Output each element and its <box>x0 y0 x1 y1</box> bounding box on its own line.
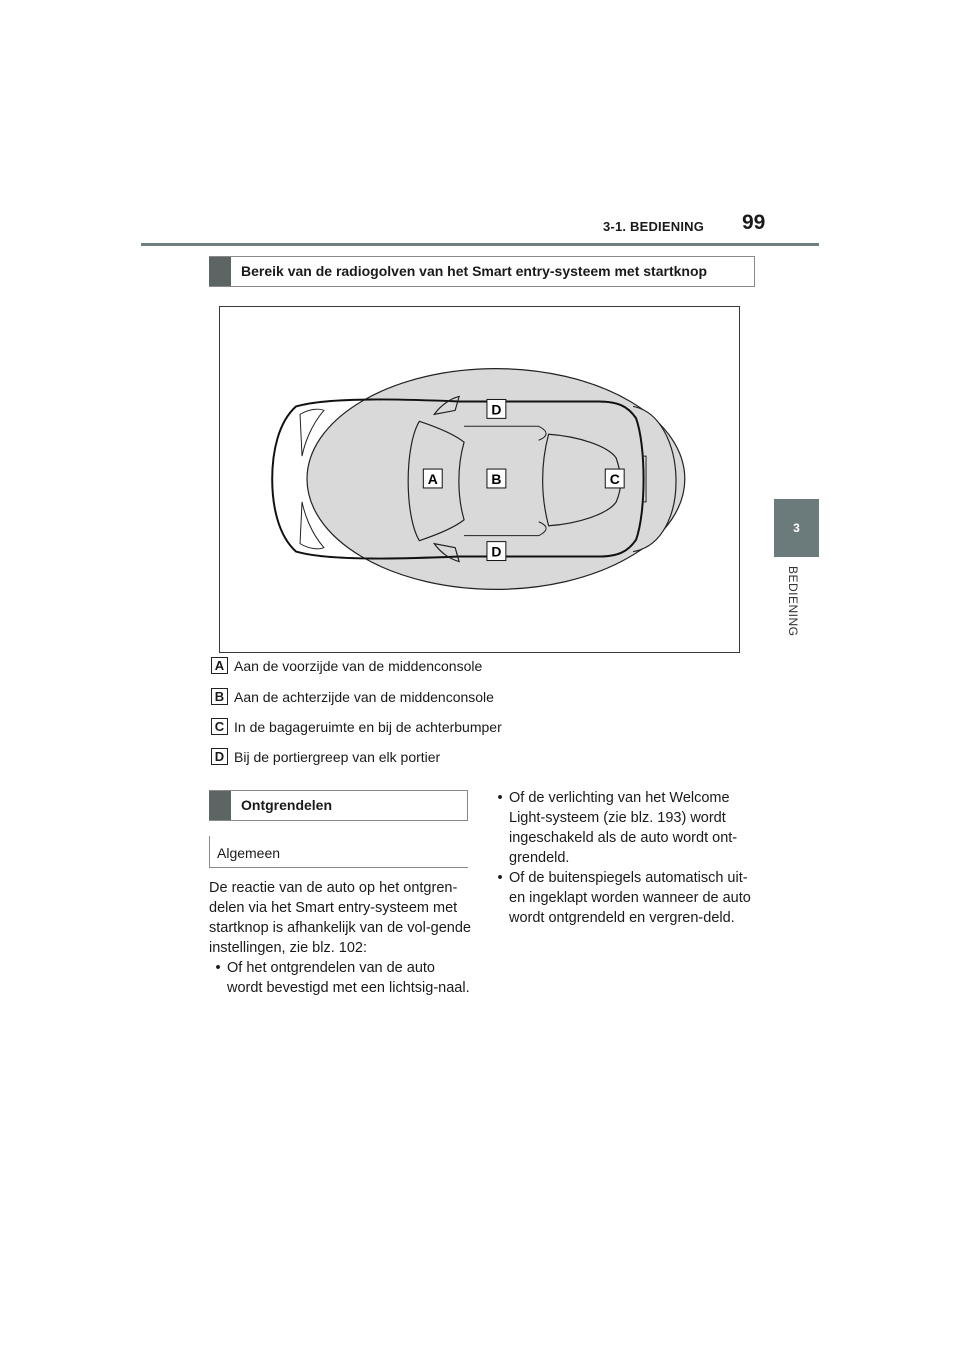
right-column <box>491 788 753 928</box>
svg-text:D: D <box>491 543 502 560</box>
section-title: Ontgrendelen <box>241 797 333 813</box>
figure-label-c <box>605 469 624 488</box>
bullet-item <box>209 958 471 998</box>
svg-text:B: B <box>491 470 502 487</box>
svg-text:A: A <box>427 470 438 487</box>
figure-label-d-top <box>487 399 506 418</box>
bullet-dot: • <box>497 790 503 806</box>
section-title: Bereik van de radiogolven van het Smart entry-systeem met startknop <box>241 263 708 279</box>
legend-key: C <box>211 718 228 735</box>
legend-key: D <box>211 748 228 765</box>
legend-key: A <box>211 657 228 674</box>
page-number: 99 <box>742 211 766 234</box>
svg-text:D: D <box>491 401 502 418</box>
legend-text: Aan de voorzijde van de middenconsole <box>234 657 483 674</box>
figure-label-a <box>423 469 442 488</box>
legend-item <box>211 748 440 765</box>
figure-label-d-bottom <box>487 542 506 561</box>
bullet-dot: • <box>215 960 221 976</box>
section-bar-range <box>209 256 755 287</box>
legend-key: B <box>211 688 228 705</box>
legend-item <box>211 657 482 674</box>
section-bar-marker <box>209 257 231 286</box>
intro-paragraph: De reactie van de auto op het ontgren-delen via het Smart entry-systeem met startknop is afhankelijk van de vol-gende instellingen, zie blz. 102: <box>209 880 471 956</box>
car-range-figure <box>219 306 740 653</box>
section-bar-unlock <box>209 790 468 821</box>
legend-item <box>211 718 502 735</box>
bullet-dot: • <box>497 870 503 886</box>
svg-text:C: C <box>609 470 620 487</box>
legend-item <box>211 688 494 705</box>
bullet-text: Of de verlichting van het Welcome Light-systeem (zie blz. 193) wordt ingeschakeld als de auto wordt ont-grendeld. <box>509 790 738 866</box>
bullet-text: Of de buitenspiegels automatisch uit- en ingeklapt worden wanneer de auto wordt ontgrendeld en vergren-deld. <box>509 870 751 926</box>
chapter-label: BEDIENING <box>786 566 800 637</box>
header-rule <box>141 243 819 246</box>
legend-text: Aan de achterzijde van de middenconsole <box>234 688 494 705</box>
subheading: Algemeen <box>209 836 468 868</box>
figure-label-b <box>487 469 506 488</box>
bullet-item <box>491 788 753 868</box>
section-bar-marker <box>209 791 231 820</box>
left-column <box>209 878 471 998</box>
legend-text: In de bagageruimte en bij de achterbumper <box>234 718 502 735</box>
section-header: 3-1. BEDIENING <box>603 219 705 234</box>
car-diagram <box>220 307 739 652</box>
bullet-item <box>491 868 753 928</box>
chapter-tab[interactable]: 3 <box>774 499 819 557</box>
bullet-text: Of het ontgrendelen van de auto wordt bevestigd met een lichtsig-naal. <box>227 960 470 996</box>
legend-text: Bij de portiergreep van elk portier <box>234 748 441 765</box>
